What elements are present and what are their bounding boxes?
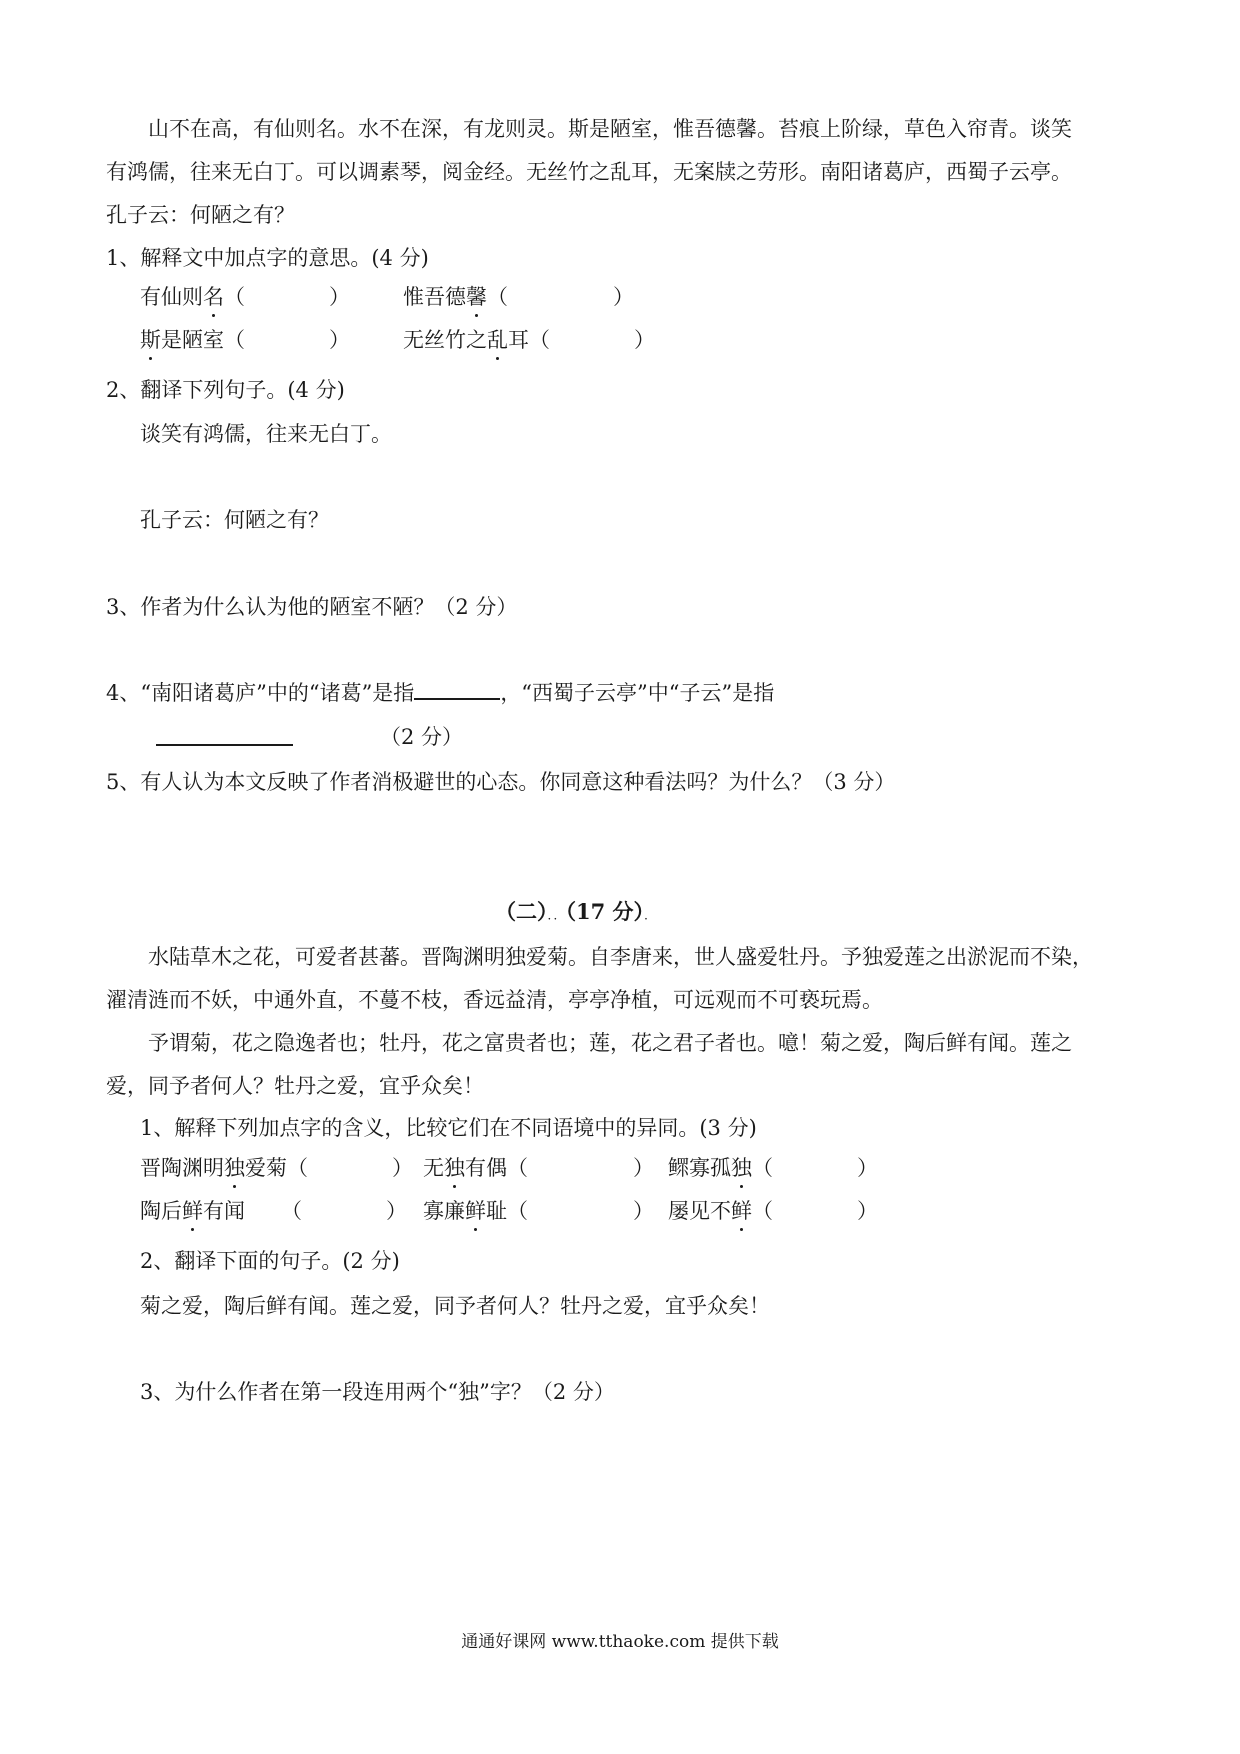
answer-paren[interactable]: （ ）	[487, 285, 634, 309]
s1-q2-sentence-1: 谈笑有鸿儒，往来无白丁。	[140, 422, 392, 446]
s1-q4-line-2	[156, 724, 293, 754]
s1-q4-score: （2 分）	[380, 725, 464, 749]
s1-q1-item: 惟吾德馨（ ）	[403, 282, 634, 312]
s1-q1-title: 1、解释文中加点字的意思。(4 分)	[106, 246, 429, 270]
s2-q1-item: 无独有偶（ ）	[423, 1153, 654, 1183]
s1-q1-item: 有仙则名（ ）	[140, 282, 350, 312]
s2-q1-item: 屡见不鲜（ ）	[668, 1196, 878, 1226]
passage2-line-3: 予谓菊，花之隐逸者也；牡丹，花之富贵者也；莲，花之君子者也。噫！菊之爱，陶后鲜有闻。莲之	[148, 1031, 1072, 1055]
answer-paren[interactable]: （ ）	[529, 328, 655, 352]
passage1-line-3: 孔子云：何陋之有？	[106, 203, 295, 227]
passage1-line-2: 有鸿儒，往来无白丁。可以调素琴，阅金经。无丝竹之乱耳，无案牍之劳形。南阳诸葛庐，西蜀子云亭。	[106, 160, 1072, 184]
passage2-line-1: 水陆草木之花，可爱者甚蕃。晋陶渊明独爱菊。自李唐来，世人盛爱牡丹。予独爱莲之出淤泥而不染，	[148, 945, 1093, 969]
s1-q3-title: 3、作者为什么认为他的陋室不陋？（2 分）	[106, 595, 518, 619]
s1-q4: 4、“南阳诸葛庐”中的“诸葛”是指 ，“西蜀子云亭”中“子云”是指	[106, 681, 775, 705]
answer-paren[interactable]: （ ）	[287, 1156, 413, 1180]
dotted-char: 独	[731, 1153, 752, 1183]
dotted-char: 斯	[140, 325, 161, 355]
passage2-line-2: 濯清涟而不妖，中通外直，不蔓不枝，香远益清，亭亭净植，可远观而不可亵玩焉。	[106, 988, 883, 1012]
answer-blank[interactable]	[156, 726, 293, 746]
dotted-char: 乱	[487, 325, 508, 355]
passage1-line-1: 山不在高，有仙则名。水不在深，有龙则灵。斯是陋室，惟吾德馨。苔痕上阶绿，草色入帘青。谈笑	[148, 117, 1072, 141]
dotted-char: 鲜	[182, 1196, 203, 1226]
section-2-heading: （二）．．（17 分）．	[495, 899, 657, 924]
dotted-char: 鲜	[465, 1196, 486, 1226]
s2-q1-item: 寡廉鲜耻（ ）	[423, 1196, 654, 1226]
answer-paren[interactable]: （ ）	[507, 1156, 654, 1180]
answer-paren[interactable]: （ ）	[224, 285, 350, 309]
s2-q1-item: 陶后鲜有闻 （ ）	[140, 1196, 407, 1226]
answer-paren[interactable]: （ ）	[507, 1199, 654, 1223]
answer-paren[interactable]: （ ）	[752, 1156, 878, 1180]
answer-paren[interactable]: （ ）	[752, 1199, 878, 1223]
dotted-char: 独	[444, 1153, 465, 1183]
page-footer: 通通好课网 www.tthaoke.com 提供下载	[461, 1632, 779, 1652]
dotted-char: 名	[203, 282, 224, 312]
s1-q1-item: 无丝竹之乱耳（ ）	[403, 325, 655, 355]
answer-paren[interactable]: （ ）	[281, 1199, 407, 1223]
s1-q1-item: 斯是陋室（ ）	[140, 325, 350, 355]
s1-q5-title: 5、有人认为本文反映了作者消极避世的心态。你同意这种看法吗？为什么？（3 分）	[106, 770, 896, 794]
s2-q1-title: 1、解释下列加点字的含义，比较它们在不同语境中的异同。(3 分)	[140, 1116, 757, 1140]
s2-q1-item: 鳏寡孤独（ ）	[668, 1153, 878, 1183]
s1-q2-sentence-2: 孔子云：何陋之有？	[140, 508, 329, 532]
dotted-char: 独	[224, 1153, 245, 1183]
s1-q2-title: 2、翻译下列句子。(4 分)	[106, 378, 345, 402]
s2-q2-title: 2、翻译下面的句子。(2 分)	[140, 1249, 400, 1273]
passage2-line-4: 爱，同予者何人？牡丹之爱，宜乎众矣！	[106, 1074, 484, 1098]
answer-blank[interactable]	[414, 680, 500, 700]
dotted-char: 鲜	[731, 1196, 752, 1226]
dotted-char: 馨	[466, 282, 487, 312]
answer-paren[interactable]: （ ）	[224, 328, 350, 352]
s2-q1-item: 晋陶渊明独爱菊（ ）	[140, 1153, 413, 1183]
s2-q3-title: 3、为什么作者在第一段连用两个“独”字？（2 分）	[140, 1380, 615, 1404]
s2-q2-sentence: 菊之爱，陶后鲜有闻。莲之爱，同予者何人？牡丹之爱，宜乎众矣！	[140, 1294, 770, 1318]
